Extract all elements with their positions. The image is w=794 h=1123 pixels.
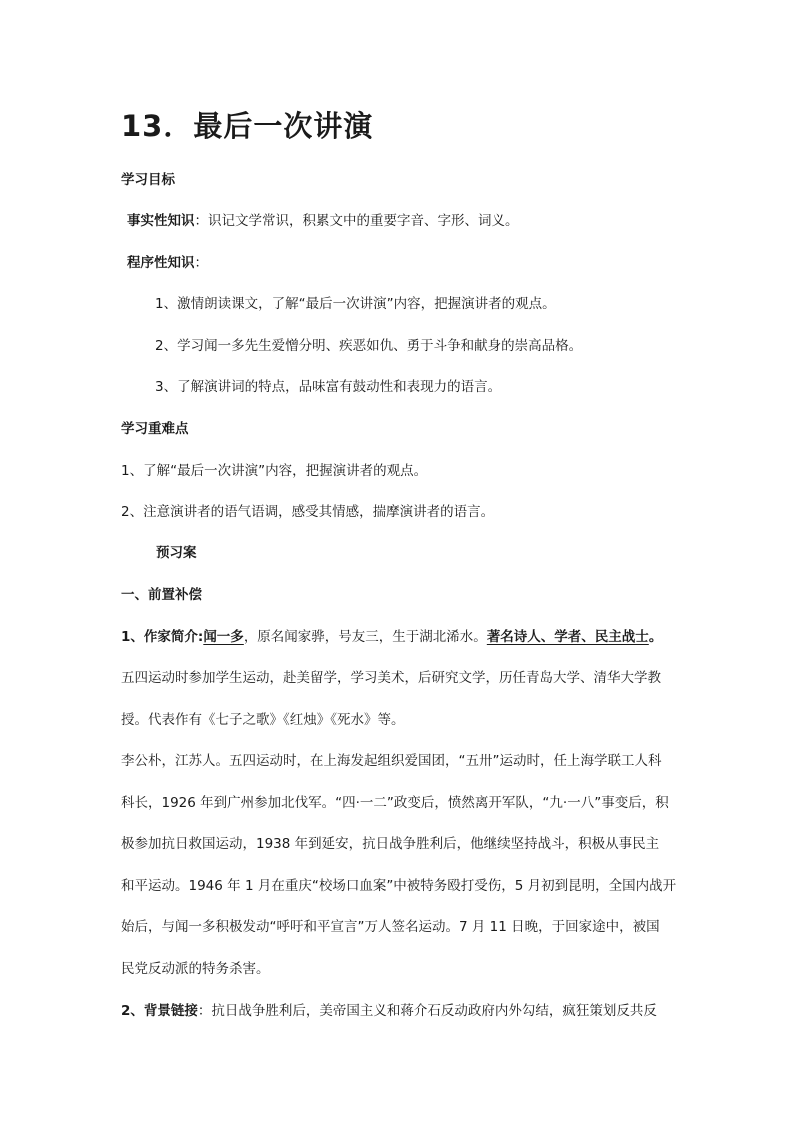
author-end: 。 xyxy=(648,629,663,645)
background-text: ：抗日战争胜利后，美帝国主义和蒋介石反动政府内外勾结，疯狂策划反共反 xyxy=(197,1003,657,1019)
li-gongpu-line: 李公朴，江苏人。五四运动时，在上海发起组织爱国团，“五卅”运动时，任上海学联工人科 xyxy=(121,753,662,769)
author-titles: 著名诗人、学者、民主战士 xyxy=(486,629,649,645)
procedural-colon: ： xyxy=(194,255,208,271)
background-label: 2、背景链接 xyxy=(121,1003,198,1019)
lesson-title: 13．最后一次讲演 xyxy=(121,109,374,143)
keypoint-item: 2、注意演讲者的语气语调，感受其情感，揣摩演讲者的语言。 xyxy=(121,504,495,520)
objectives-heading: 学习目标 xyxy=(121,172,175,188)
objective-item: 2、学习闻一多先生爱憎分明、疾恶如仇、勇于斗争和献身的崇高品格。 xyxy=(155,338,583,354)
preview-heading: 预习案 xyxy=(156,545,197,561)
objective-item: 1、激情朗读课文，了解“最后一次讲演”内容，把握演讲者的观点。 xyxy=(155,296,556,312)
author-colon: : xyxy=(197,629,204,645)
keypoints-heading: 学习重难点 xyxy=(121,421,189,437)
li-gongpu-line: 极参加抗日救国运动，1938 年到延安，抗日战争胜利后，他继续坚持战斗，积极从事民主 xyxy=(121,836,660,852)
li-gongpu-line: 科长，1926 年到广州参加北伐军。“四·一二”政变后，愤然离开军队，“九·一八”事变后，积 xyxy=(121,795,669,811)
author-label: 1、作家简介 xyxy=(121,629,198,645)
author-line: 五四运动时参加学生运动，赴美留学，学习美术，后研究文学，历任青岛大学、清华大学教 xyxy=(121,670,661,686)
author-intro xyxy=(121,627,662,647)
author-line: 授。代表作有《七子之歌》《红烛》《死水》等。 xyxy=(121,712,405,728)
keypoint-item: 1、了解“最后一次讲演”内容，把握演讲者的观点。 xyxy=(121,463,428,479)
procedural-label: 程序性知识 xyxy=(127,255,195,271)
factual-knowledge xyxy=(127,211,519,231)
background-link xyxy=(121,1001,657,1021)
factual-text: ：识记文学常识，积累文中的重要字音、字形、词义。 xyxy=(194,213,519,229)
li-gongpu-line: 民党反动派的特务杀害。 xyxy=(121,961,270,977)
li-gongpu-line: 始后，与闻一多积极发动“呼吁和平宣言”万人签名运动。7 月 11 日晚，于回家途中，被国 xyxy=(121,919,660,935)
procedural-knowledge xyxy=(127,253,208,273)
author-mid: ，原名闻家骅，号友三，生于湖北浠水。 xyxy=(243,629,487,645)
objective-item: 3、了解演讲词的特点，品味富有鼓动性和表现力的语言。 xyxy=(155,379,502,395)
author-name: 闻一多 xyxy=(203,629,244,645)
li-gongpu-line: 和平运动。1946 年 1 月在重庆“校场口血案”中被特务殴打受伤，5 月初到昆明，全国内战开 xyxy=(121,878,677,894)
section-heading: 一、前置补偿 xyxy=(121,587,202,603)
factual-label: 事实性知识 xyxy=(127,213,195,229)
